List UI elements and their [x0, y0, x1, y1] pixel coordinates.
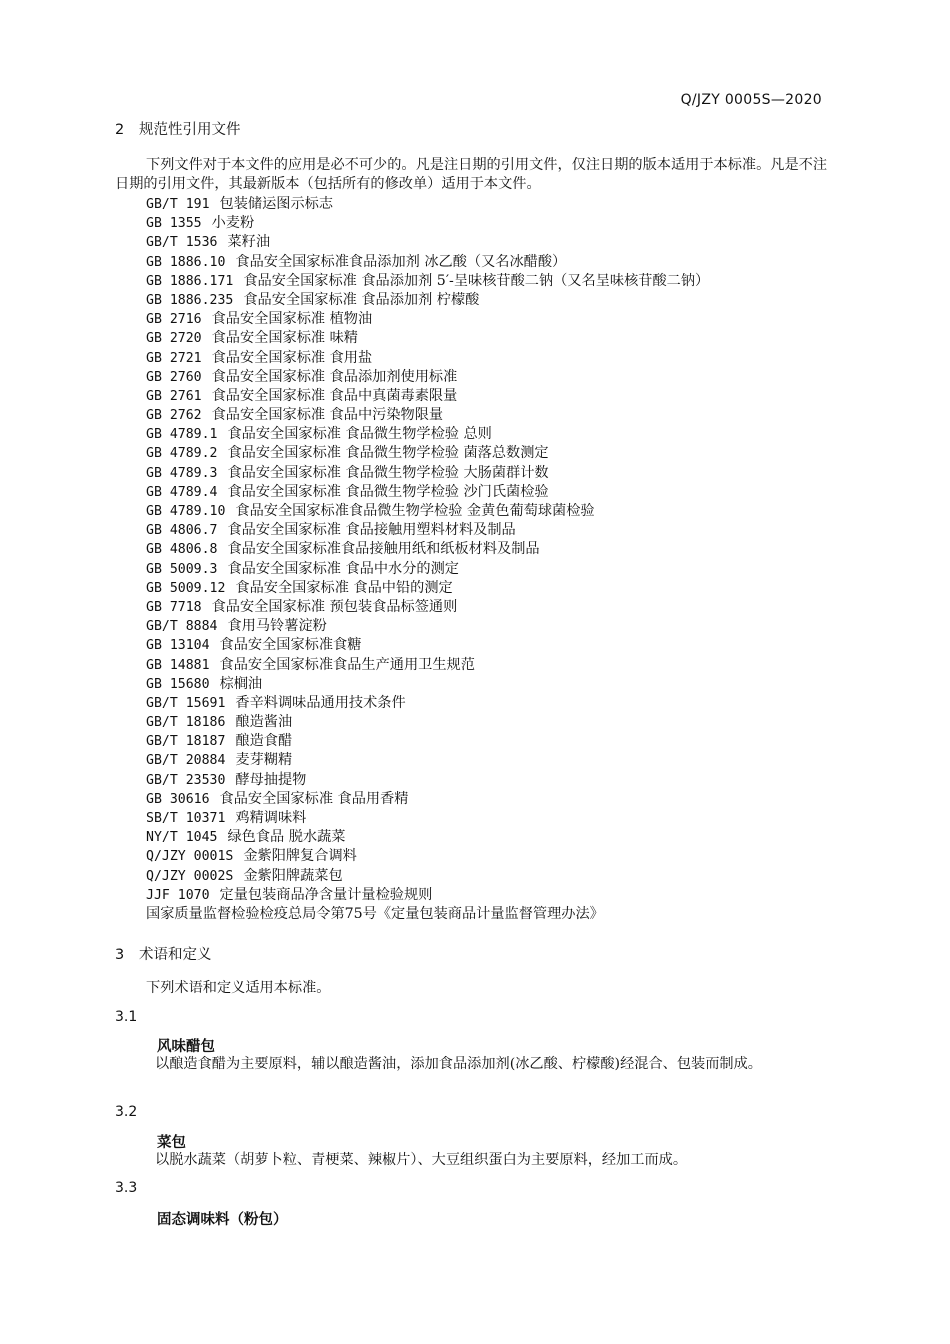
- definition-text: 以酿造食醋为主要原料，辅以酿造酱油，添加食品添加剂(冰乙酸、柠檬酸)经混合、包装而制成。: [155, 1056, 762, 1072]
- reference-code: JJF 1070: [146, 887, 210, 903]
- reference-code: GB 4806.8: [146, 542, 218, 558]
- reference-title: 金紫阳牌复合调料: [243, 848, 357, 865]
- section-number: 2: [115, 122, 125, 138]
- term-number: 3.2: [115, 1104, 138, 1120]
- reference-title: 食品安全国家标准 食品用香精: [219, 790, 409, 807]
- reference-item: [146, 540, 709, 559]
- reference-code: GB 4789.2: [146, 446, 218, 462]
- reference-item: [146, 790, 709, 809]
- section-number: 3: [115, 947, 125, 963]
- document-code: Q/JZY 0005S—2020: [680, 92, 822, 108]
- reference-title: 食品安全国家标准 植物油: [211, 311, 373, 328]
- reference-title: 食品安全国家标准 食品微生物学检验 总则: [227, 426, 492, 443]
- reference-item: [146, 444, 709, 463]
- reference-title: 食品安全国家标准食品添加剂 冰乙酸（又名冰醋酸）: [235, 253, 567, 270]
- reference-item: [146, 675, 709, 694]
- reference-item: [146, 560, 709, 579]
- section-title: 术语和定义: [139, 947, 212, 963]
- reference-code: GB/T 191: [146, 197, 210, 212]
- reference-item: [146, 598, 709, 617]
- reference-code: NY/T 1045: [146, 830, 218, 846]
- reference-title: 食品安全国家标准 食品微生物学检验 大肠菌群计数: [227, 464, 549, 481]
- reference-title: 食品安全国家标准 食品添加剂使用标准: [211, 368, 458, 385]
- reference-item: [146, 905, 709, 924]
- reference-code: GB 1886.235: [146, 292, 234, 308]
- reference-title: 小麦粉: [211, 215, 255, 232]
- reference-code: GB/T 18187: [146, 734, 226, 750]
- reference-item: [146, 579, 709, 598]
- reference-item: [146, 464, 709, 483]
- reference-item: [146, 732, 709, 751]
- reference-item: [146, 694, 709, 713]
- reference-item: [146, 617, 709, 636]
- reference-title: 食品安全国家标准 味精: [211, 330, 358, 347]
- reference-code: GB 30616: [146, 791, 210, 807]
- definition-text: 以脱水蔬菜（胡萝卜粒、青梗菜、辣椒片）、大豆组织蛋白为主要原料，经加工而成。: [155, 1152, 688, 1168]
- reference-title: 食品安全国家标准 食品中真菌毒素限量: [211, 387, 458, 404]
- reference-code: GB/T 23530: [146, 772, 226, 788]
- reference-code: Q/JZY 0001S: [146, 849, 234, 865]
- reference-title: 定量包装商品净含量计量检验规则: [219, 886, 433, 903]
- section-2-intro: [115, 156, 827, 194]
- reference-code: GB 4806.7: [146, 523, 218, 539]
- reference-title: 菜籽油: [227, 234, 271, 251]
- reference-item: [146, 425, 709, 444]
- reference-item: [146, 886, 709, 905]
- reference-title: 棕榈油: [219, 675, 263, 692]
- reference-title: 食用马铃薯淀粉: [227, 618, 327, 635]
- reference-title: 香辛料调味品通用技术条件: [235, 694, 406, 711]
- reference-title: 食品安全国家标准食糖: [219, 637, 362, 654]
- reference-title: 绿色食品 脱水蔬菜: [227, 829, 346, 846]
- reference-title: 食品安全国家标准 食用盐: [211, 349, 373, 366]
- reference-item: [146, 656, 709, 675]
- reference-title: 国家质量监督检验检疫总局令第75号《定量包装商品计量监督管理办法》: [146, 905, 604, 922]
- reference-code: GB 13104: [146, 638, 210, 654]
- reference-code: Q/JZY 0002S: [146, 868, 234, 884]
- term-number: 3.3: [115, 1180, 138, 1196]
- term-title: 菜包: [157, 1135, 186, 1151]
- reference-item: [146, 751, 709, 770]
- reference-code: GB/T 8884: [146, 619, 218, 635]
- reference-code: GB 4789.1: [146, 427, 218, 443]
- reference-code: GB 4789.4: [146, 484, 218, 500]
- reference-item: [146, 483, 709, 502]
- reference-title: 食品安全国家标准 食品添加剂 5′-呈味核苷酸二钠（又名呈味核苷酸二钠）: [243, 272, 710, 289]
- reference-code: GB/T 15691: [146, 695, 226, 711]
- reference-title: 食品安全国家标准 食品中铅的测定: [235, 579, 453, 596]
- reference-code: GB 7718: [146, 599, 202, 615]
- reference-item: [146, 214, 709, 233]
- reference-code: SB/T 10371: [146, 811, 226, 826]
- reference-item: [146, 406, 709, 425]
- reference-item: [146, 828, 709, 847]
- reference-code: GB 2716: [146, 312, 202, 328]
- reference-code: GB 1886.10: [146, 254, 226, 270]
- reference-title: 食品安全国家标准食品生产通用卫生规范: [219, 656, 475, 673]
- reference-title: 鸡精调味料: [235, 810, 307, 826]
- reference-title: 食品安全国家标准 食品接触用塑料材料及制品: [227, 522, 516, 539]
- reference-title: 食品安全国家标准 食品中水分的测定: [227, 560, 459, 577]
- reference-item: [146, 291, 709, 310]
- section-3-intro: [115, 979, 827, 998]
- reference-item: [146, 771, 709, 790]
- reference-item: [146, 195, 709, 214]
- reference-title: 酵母抽提物: [235, 771, 307, 788]
- reference-code: GB 1886.171: [146, 273, 234, 289]
- reference-item: [146, 329, 709, 348]
- reference-code: GB/T 20884: [146, 753, 226, 769]
- reference-code: GB 2760: [146, 369, 202, 385]
- reference-item: [146, 809, 709, 828]
- reference-item: [146, 272, 709, 291]
- section-3-heading: [115, 943, 212, 964]
- reference-code: GB 2720: [146, 331, 202, 347]
- reference-code: GB 2721: [146, 350, 202, 366]
- intro-text: 下列术语和定义适用本标准。: [146, 980, 331, 996]
- reference-code: GB 14881: [146, 657, 210, 673]
- reference-item: [146, 521, 709, 540]
- reference-code: GB 2761: [146, 388, 202, 404]
- reference-code: GB 1355: [146, 216, 202, 232]
- term-title: 固态调味料（粉包）: [157, 1212, 288, 1228]
- intro-text: 下列文件对于本文件的应用是必不可少的。凡是注日期的引用文件，仅注日期的版本适用于本标准。凡是不注日期的引用文件，其最新版本（包括所有的修改单）适用于本文件。: [115, 157, 828, 192]
- reference-item: [146, 867, 709, 886]
- reference-code: GB 5009.3: [146, 561, 218, 577]
- reference-item: [146, 713, 709, 732]
- reference-item: [146, 368, 709, 387]
- reference-code: GB/T 1536: [146, 235, 218, 251]
- reference-title: 酿造食醋: [235, 733, 293, 750]
- reference-title: 食品安全国家标准 食品微生物学检验 菌落总数测定: [227, 445, 549, 462]
- reference-title: 食品安全国家标准 食品微生物学检验 沙门氏菌检验: [227, 483, 549, 500]
- reference-item: [146, 349, 709, 368]
- section-2-heading: [115, 118, 241, 139]
- reference-code: GB 15680: [146, 676, 210, 692]
- reference-code: GB 2762: [146, 408, 202, 424]
- reference-item: [146, 502, 709, 521]
- reference-item: [146, 847, 709, 866]
- reference-code: GB 4789.10: [146, 504, 226, 519]
- reference-title: 食品安全国家标准 食品中污染物限量: [211, 407, 444, 424]
- reference-item: [146, 636, 709, 655]
- reference-code: GB 5009.12: [146, 580, 226, 596]
- reference-title: 麦芽糊精: [235, 752, 293, 769]
- term-number: 3.1: [115, 1009, 138, 1025]
- reference-item: [146, 387, 709, 406]
- reference-item: [146, 310, 709, 329]
- reference-title: 食品安全国家标准食品接触用纸和纸板材料及制品: [227, 541, 540, 558]
- reference-title: 金紫阳牌蔬菜包: [243, 867, 343, 884]
- reference-title: 食品安全国家标准食品微生物学检验 金黄色葡萄球菌检验: [235, 503, 595, 519]
- term-definition: [115, 1055, 827, 1074]
- reference-list: [146, 195, 709, 924]
- reference-item: [146, 253, 709, 272]
- reference-code: GB 4789.3: [146, 465, 218, 481]
- reference-title: 包装储运图示标志: [219, 196, 334, 212]
- reference-code: GB/T 18186: [146, 715, 226, 731]
- term-definition: [115, 1151, 827, 1170]
- section-title: 规范性引用文件: [139, 122, 241, 138]
- reference-title: 食品安全国家标准 食品添加剂 柠檬酸: [243, 291, 480, 308]
- term-title: 风味醋包: [157, 1039, 215, 1055]
- reference-title: 酿造酱油: [235, 714, 293, 731]
- reference-title: 食品安全国家标准 预包装食品标签通则: [211, 598, 458, 615]
- reference-item: [146, 233, 709, 252]
